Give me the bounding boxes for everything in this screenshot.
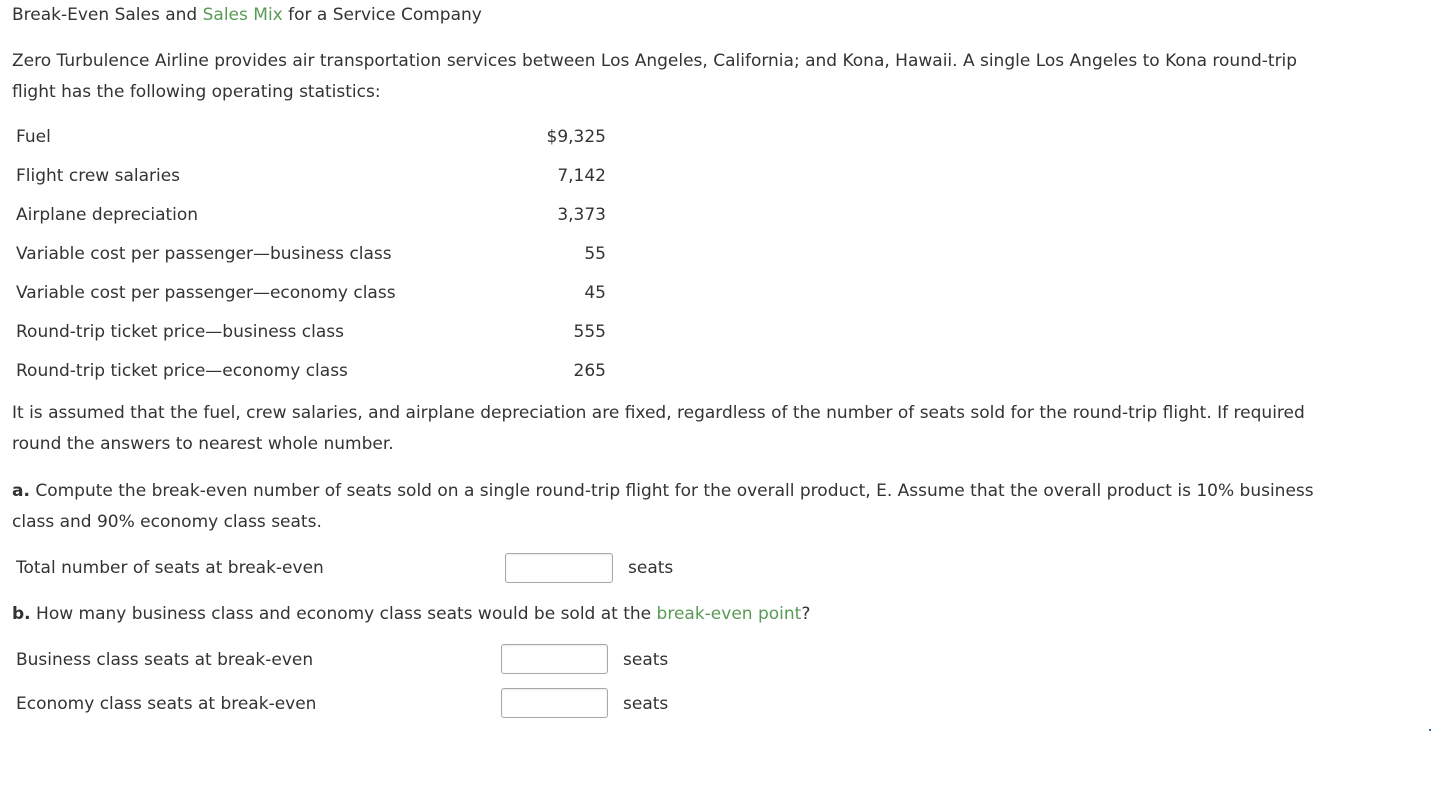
- total-seats-unit: seats: [628, 558, 674, 578]
- table-row: [16, 156, 606, 195]
- stat-label: Fuel: [16, 126, 51, 147]
- table-row: [16, 351, 606, 390]
- economy-seats-label: Economy class seats at break-even: [16, 694, 317, 714]
- total-seats-row: [16, 551, 716, 585]
- page-title: [12, 4, 482, 26]
- table-row: [16, 273, 606, 312]
- economy-seats-input[interactable]: [501, 688, 608, 718]
- table-row: [16, 234, 606, 273]
- break-even-point-link[interactable]: break-even point: [656, 604, 802, 624]
- table-row: [16, 195, 606, 234]
- stat-value: 3,373: [557, 204, 606, 225]
- stat-value: 265: [573, 360, 606, 381]
- stat-label: Variable cost per passenger—economy class: [16, 282, 396, 303]
- part-b-text-1: How many business class and economy class seats would be sold at the: [30, 604, 657, 624]
- sales-mix-link[interactable]: Sales Mix: [202, 5, 283, 25]
- stat-label: Round-trip ticket price—economy class: [16, 360, 348, 381]
- part-a-marker: a.: [12, 481, 30, 501]
- stat-label: Airplane depreciation: [16, 204, 199, 225]
- intro-paragraph: Zero Turbulence Airline provides air transportation services between Los Angeles, California; and Kona, Hawaii. A single Los Angeles to Kona round-trip flight has the following operating statistics:: [12, 51, 1298, 102]
- title-text-1: Break-Even Sales and: [12, 5, 203, 25]
- stat-value: 45: [584, 282, 606, 303]
- total-seats-input[interactable]: [505, 553, 613, 583]
- total-seats-label: Total number of seats at break-even: [16, 558, 324, 578]
- corner-marker: [1429, 729, 1431, 731]
- table-row: [16, 312, 606, 351]
- stat-value: 555: [573, 321, 606, 342]
- business-seats-row: [16, 643, 716, 677]
- part-b-text-2: ?: [801, 604, 811, 624]
- stat-label: Variable cost per passenger—business class: [16, 243, 392, 264]
- economy-seats-unit: seats: [623, 694, 669, 714]
- title-text-2: for a Service Company: [282, 5, 482, 25]
- table-row: [16, 117, 606, 156]
- part-a-question: [12, 476, 1342, 538]
- business-seats-unit: seats: [623, 650, 669, 670]
- stat-value: $9,325: [546, 126, 606, 147]
- business-seats-label: Business class seats at break-even: [16, 650, 314, 670]
- assumption-paragraph: It is assumed that the fuel, crew salaries, and airplane depreciation are fixed, regardless of the number of seats sold for the round-trip flight. If required round the answers to nearest whole number.: [12, 403, 1305, 454]
- part-b-question: [12, 599, 1342, 630]
- part-b-marker: b.: [12, 604, 31, 624]
- stat-value: 7,142: [557, 165, 606, 186]
- economy-seats-row: [16, 687, 716, 721]
- operating-statistics-table: [16, 117, 606, 390]
- stat-label: Flight crew salaries: [16, 165, 181, 186]
- part-a-text: Compute the break-even number of seats sold on a single round-trip flight for the overall product, E. Assume that the overall product is 10% business class and 90% economy class seats.: [12, 481, 1314, 532]
- business-seats-input[interactable]: [501, 644, 608, 674]
- stat-label: Round-trip ticket price—business class: [16, 321, 345, 342]
- stat-value: 55: [584, 243, 606, 264]
